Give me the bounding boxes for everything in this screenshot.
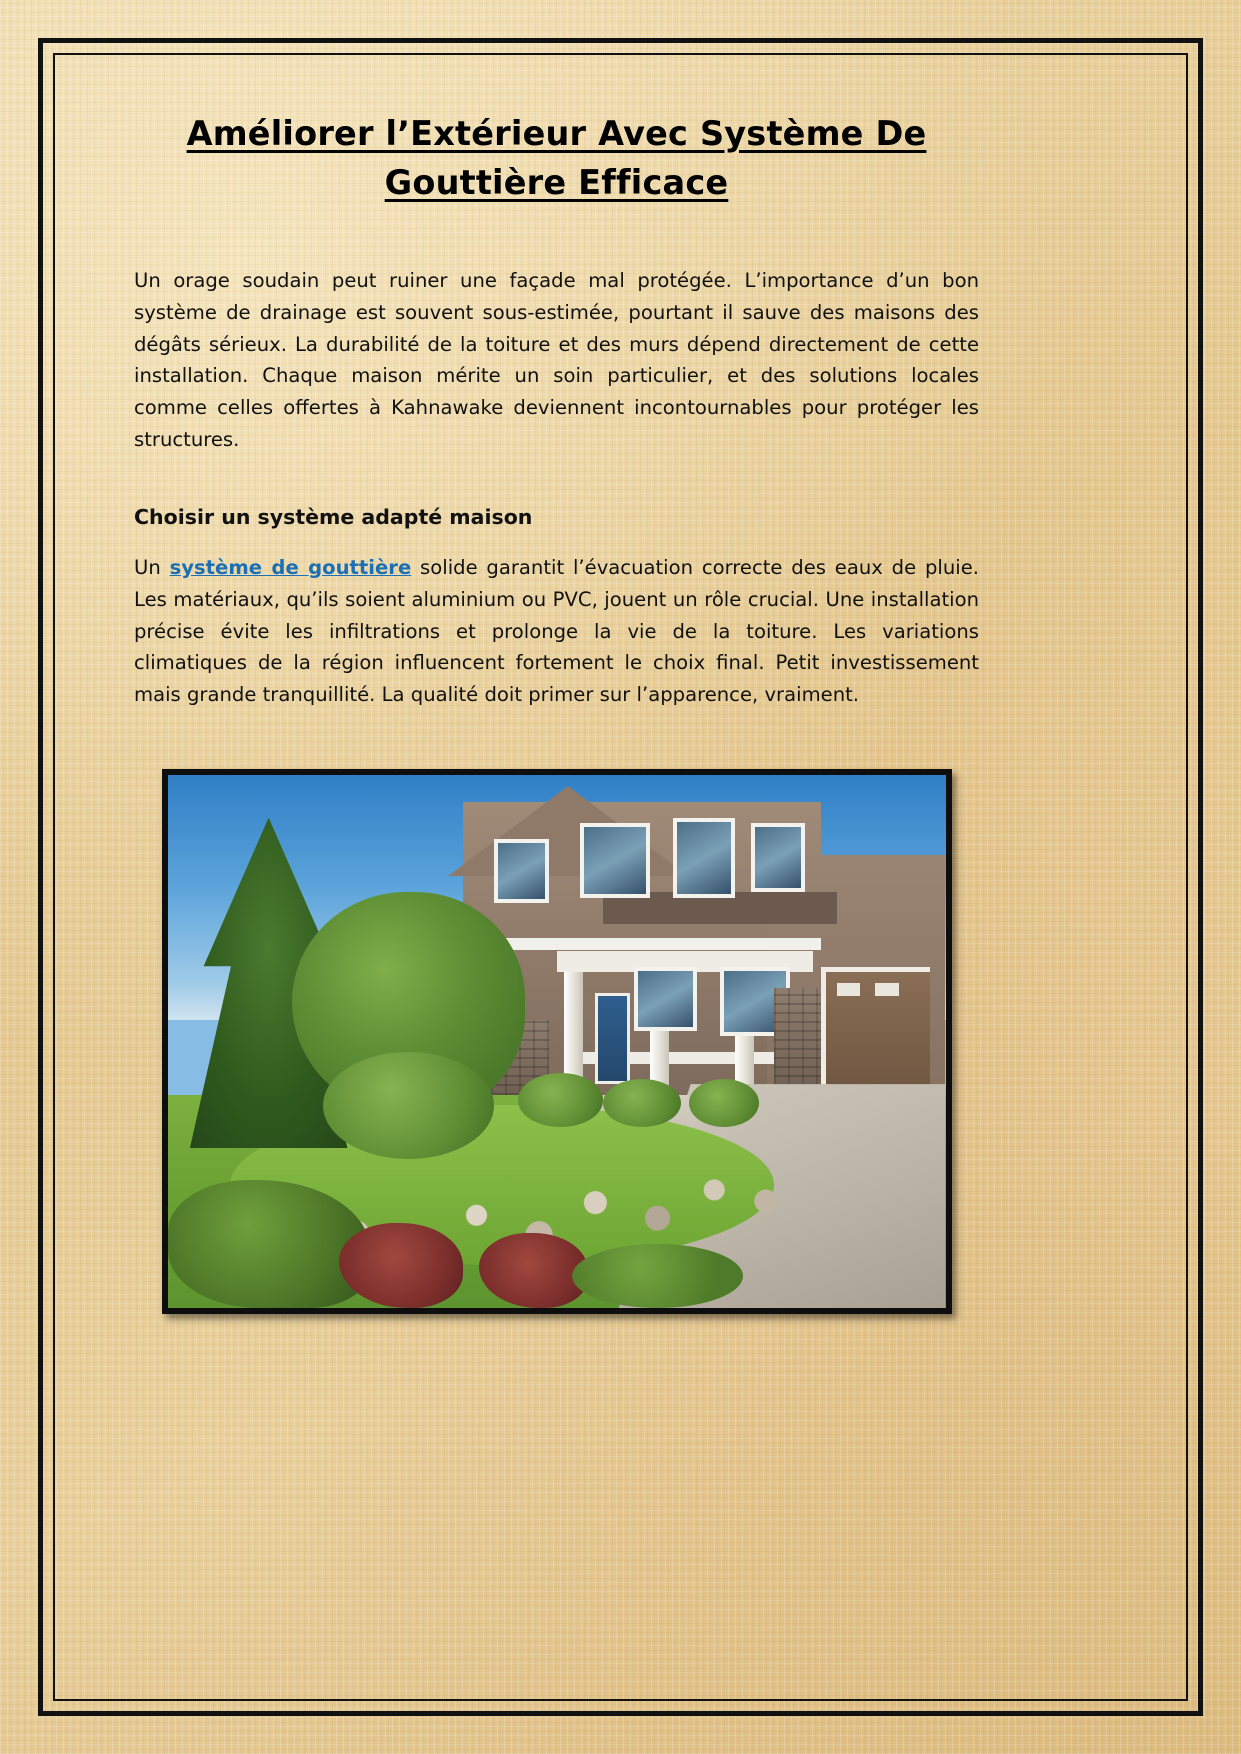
spacer — [134, 456, 979, 502]
spacer — [134, 207, 979, 265]
gutter-system-link[interactable]: système de gouttière — [169, 556, 412, 580]
spacer — [134, 711, 979, 769]
document-content — [134, 110, 979, 1314]
shrub — [518, 1073, 604, 1126]
stone-veneer — [774, 988, 821, 1095]
window — [673, 818, 735, 898]
paragraph-text-after-link: solide garantit l’évacuation correcte des eaux de pluie. Les matériaux, qu’ils soient aluminium ou PVC, jouent un rôle crucial. Une installation précise évite les infiltrations et prolonge la vie de la toiture. Les variations climatiques de la région influencent fortement le choix final. Petit investissement mais grande tranquillité. La qualité doit primer sur l’apparence, vraiment. — [134, 556, 979, 707]
window — [580, 823, 650, 898]
roof-trim-upper — [463, 938, 821, 951]
roof-gable — [448, 786, 688, 876]
shrub — [689, 1079, 759, 1127]
intro-paragraph: Un orage soudain peut ruiner une façade mal protégée. L’importance d’un bon système de drainage est souvent sous-estimée, pourtant il sauve des maisons des dégâts sérieux. La durabilité de la toiture et des murs dépend directement de cette installation. Chaque maison mérite un soin particulier, et des solutions locales comme celles offertes à Kahnawake deviennent incontournables pour protéger les structures. — [134, 269, 979, 451]
body-paragraph — [134, 552, 979, 711]
garage-window — [875, 983, 898, 996]
shrub — [323, 1052, 494, 1159]
window — [634, 967, 696, 1031]
shrub — [603, 1079, 681, 1127]
section-heading: Choisir un système adapté maison — [134, 504, 533, 529]
page-title: Améliorer l’Extérieur Avec Système De Gouttière Efficace — [186, 114, 927, 202]
window — [751, 823, 805, 892]
garage-window — [837, 983, 860, 996]
house-photo-canvas — [168, 775, 946, 1308]
paragraph-text-before-link: Un — [134, 556, 170, 580]
spacer — [134, 532, 979, 552]
front-door — [595, 993, 630, 1084]
house-photo — [162, 769, 952, 1314]
porch-column — [564, 972, 583, 1089]
window — [494, 839, 548, 903]
foreground-shrub — [572, 1244, 743, 1308]
